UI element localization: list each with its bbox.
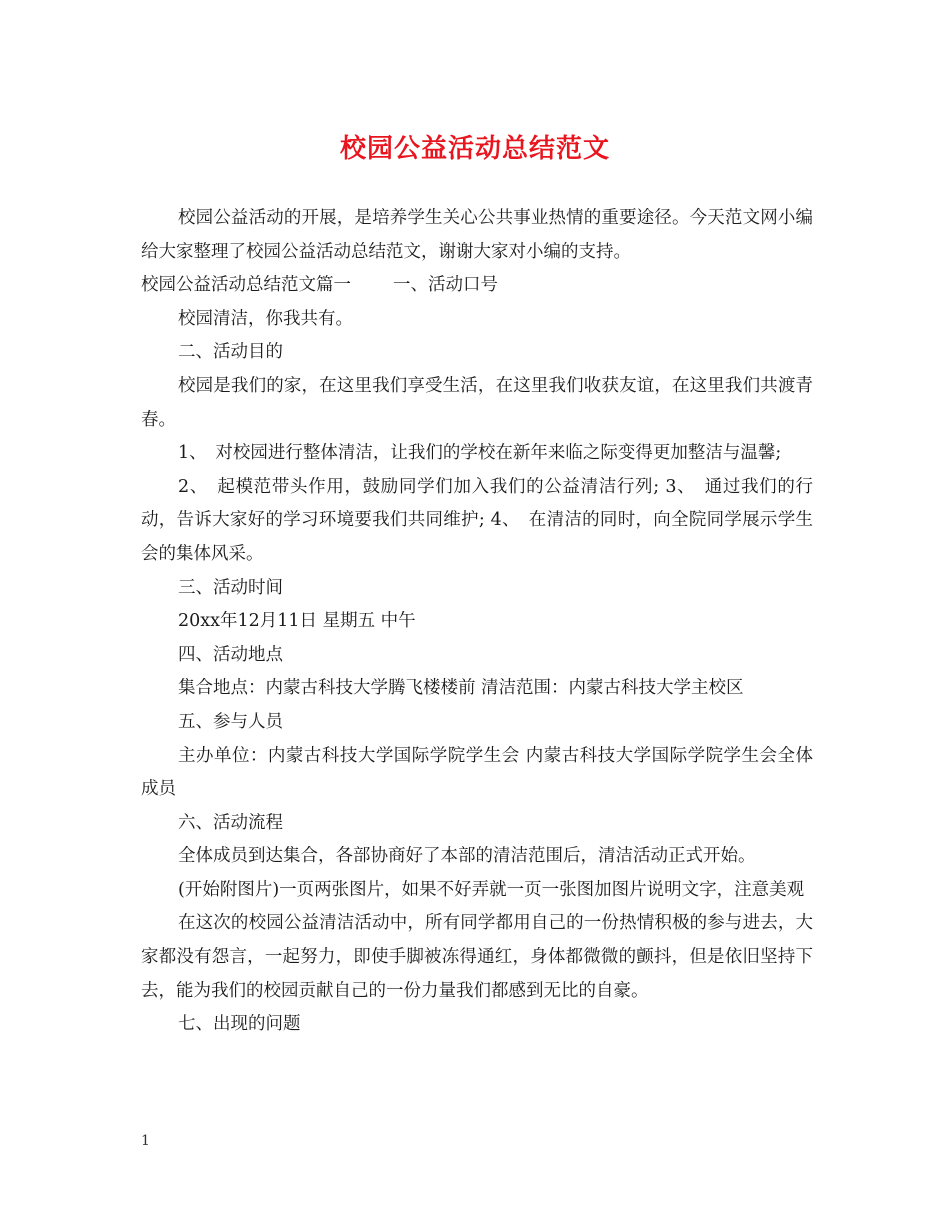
time-heading: 三、活动时间 (178, 577, 283, 598)
participants-text: 主办单位：内蒙古科技大学国际学院学生会 内蒙古科技大学国际学院学生会全体成员 (141, 745, 813, 800)
problems-heading: 七、出现的问题 (178, 1014, 301, 1035)
purpose-heading: 二、活动目的 (178, 342, 283, 363)
participants-heading: 五、参与人员 (178, 711, 283, 732)
image-note: (开始附图片)一页两张图片，如果不好弄就一页一张图加图片说明文字，注意美观 (178, 879, 805, 900)
location-heading: 四、活动地点 (178, 644, 283, 665)
process-text: 全体成员到达集合，各部协商好了本部的清洁范围后，清洁活动正式开始。 (178, 846, 756, 867)
section-heading-line (141, 269, 813, 303)
article-heading: 校园公益活动总结范文篇一 (141, 275, 351, 296)
time-text: 20xx年12月11日 星期五 中午 (178, 611, 416, 632)
intro-paragraph: 校园公益活动的开展，是培养学生关心公共事业热情的重要途径。今天范文网小编给大家整理了校园公益活动总结范文，谢谢大家对小编的支持。 (141, 208, 813, 262)
location-text: 集合地点：内蒙古科技大学腾飞楼楼前 清洁范围：内蒙古科技大学主校区 (178, 678, 744, 699)
purpose-text: 校园是我们的家，在这里我们享受生活，在这里我们收获友谊，在这里我们共渡青春。 (141, 375, 813, 430)
purpose-items-2-4: 2、 起模范带头作用，鼓励同学们加入我们的公益清洁行列; 3、 通过我们的行动，告诉大家好的学习环境要我们共同维护; 4、 在清洁的同时，向全院同学展示学生会的集体风采。 (141, 476, 813, 564)
reflection-text: 在这次的校园公益清洁活动中，所有同学都用自己的一份热情积极的参与进去，大家都没有怨言，一起努力，即使手脚被冻得通红，身体都微微的颤抖，但是依旧坚持下去，能为我们的校园贡献自己的一份力量我们都感到无比的自豪。 (141, 913, 813, 1001)
purpose-item-1: 1、 对校园进行整体清洁，让我们的学校在新年来临之际变得更加整洁与温馨; (178, 443, 782, 464)
slogan-text: 校园清洁，你我共有。 (178, 308, 353, 329)
document-title: 校园公益活动总结范文 (339, 134, 610, 164)
page-number: 1 (141, 1133, 150, 1149)
slogan-heading: 一、活动口号 (393, 275, 498, 296)
process-heading: 六、活动流程 (178, 812, 283, 833)
document-body (141, 202, 813, 1042)
